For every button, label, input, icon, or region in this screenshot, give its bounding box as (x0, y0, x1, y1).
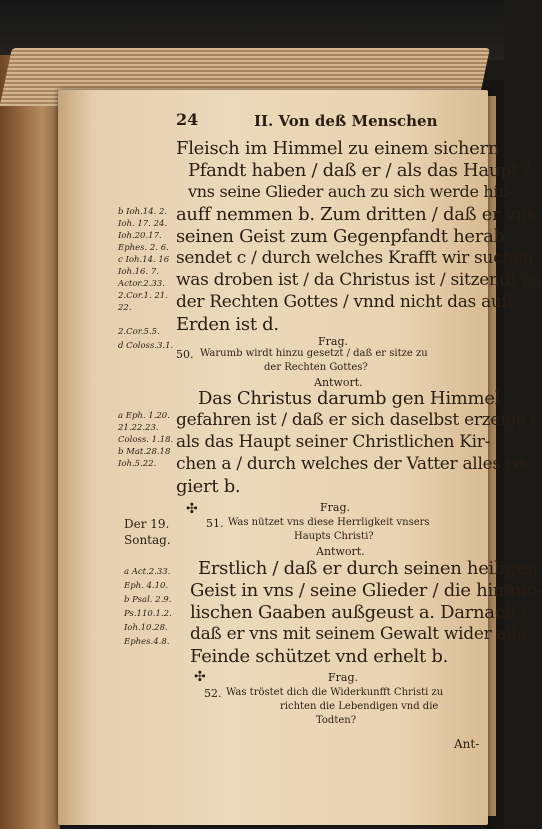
marginal-note: Actor.2.33. (118, 279, 165, 289)
text-line: als das Haupt seiner Christlichen Kir- (176, 432, 491, 452)
marginal-note: Ioh.20.17. (118, 231, 162, 241)
question-text: Warumb wirdt hinzu gesetzt / daß er sitze zu (200, 348, 428, 359)
page-number: 24 (176, 110, 199, 129)
marginal-note: Ioh.5.22. (118, 459, 157, 469)
question-number: 51. (206, 517, 224, 530)
ornament-icon: ✣ (186, 501, 198, 517)
running-head: II. Von deß Menschen (254, 112, 438, 130)
text-line: Erstlich / daß er durch seinen heiligen (198, 558, 538, 579)
marginal-note: b Ioh.14. 2. (118, 207, 168, 217)
catchword: Ant- (454, 737, 480, 751)
marginal-note: Coloss. 1.18. (118, 435, 174, 445)
text-line: lischen Gaaben außgeust a. Darnach / (190, 602, 527, 623)
marginal-note: Ioh.16. 7. (118, 267, 159, 277)
text-line: Das Christus darumb gen Himmel (198, 388, 501, 409)
marginal-note: 2.Cor.1. 21. (118, 291, 168, 301)
question-label: Frag. (328, 671, 358, 684)
book-page (58, 90, 542, 825)
text-line: auff nemmen b. Zum dritten / daß er vns (176, 204, 536, 225)
answer-label: Antwort. (314, 376, 363, 389)
question-text: Was nützet vns diese Herrligkeit vnsers (228, 517, 430, 528)
marginal-note: Ioh.10.28. (124, 623, 168, 633)
question-number: 52. (204, 687, 222, 700)
answer-label: Antwort. (316, 545, 365, 558)
text-line: daß er vns mit seinem Gewalt wider alle (190, 624, 527, 644)
text-line: Feinde schützet vnd erhelt b. (190, 646, 448, 667)
text-line: chen a / durch welches der Vatter alles re- (176, 454, 529, 474)
marginal-note: 22. (118, 303, 132, 313)
marginal-note: Ephes.4.8. (124, 637, 170, 647)
text-line: sendet c / durch welches Krafft wir suchen (176, 248, 534, 268)
ornament-icon: ✣ (194, 669, 206, 685)
text-line: der Rechten Gottes / vnnd nicht das auff (176, 292, 514, 312)
text-line: Erden ist d. (176, 314, 279, 335)
question-text: Haupts Christi? (294, 531, 374, 542)
marginal-note: a Act.2.33. (124, 567, 171, 577)
text-line: Fleisch im Himmel zu einem sichern (176, 138, 500, 159)
sunday-label: Sontag. (124, 533, 171, 547)
question-number: 50. (176, 348, 194, 361)
text-line: was droben ist / da Christus ist / sitzendt zu (176, 270, 542, 290)
marginal-note: Ps.110.1.2. (124, 609, 172, 619)
marginal-note: Ephes. 2. 6. (118, 243, 169, 253)
text-line: giert b. (176, 476, 241, 497)
marginal-note: d Coloss.3.1. (118, 341, 174, 351)
marginal-note: 21.22.23. (118, 423, 159, 433)
marginal-note: Eph. 4.10. (124, 581, 169, 591)
question-label: Frag. (320, 501, 350, 514)
marginal-note: 2.Cor.5.5. (118, 327, 160, 337)
text-line: Geist in vns / seine Glieder / die himmc- (190, 580, 542, 601)
text-line: seinen Geist zum Gegenpfandt herab (176, 226, 505, 247)
marginal-note: a Eph. 1.20. (118, 411, 170, 421)
sunday-label: Der 19. (124, 517, 170, 531)
marginal-note: c Ioh.14. 16 (118, 255, 170, 265)
question-label: Frag. (318, 335, 348, 348)
marginal-note: Ioh. 17. 24. (118, 219, 168, 229)
question-text: Todten? (316, 715, 357, 726)
question-text: Was tröstet dich die Widerkunfft Christi zu (226, 687, 444, 698)
text-line: vns seine Glieder auch zu sich werde hin- (188, 182, 514, 201)
question-text: der Rechten Gottes? (264, 362, 368, 373)
question-text: richten die Lebendigen vnd die (280, 701, 439, 712)
marginal-note: b Psal. 2.9. (124, 595, 172, 605)
marginal-note: b Mat.28.18 (118, 447, 171, 457)
text-line: gefahren ist / daß er sich daselbst erzeige / (176, 410, 537, 430)
book-fore-edge (0, 55, 60, 829)
text-line: Pfandt haben / daß er / als das Haupt / (188, 160, 530, 181)
